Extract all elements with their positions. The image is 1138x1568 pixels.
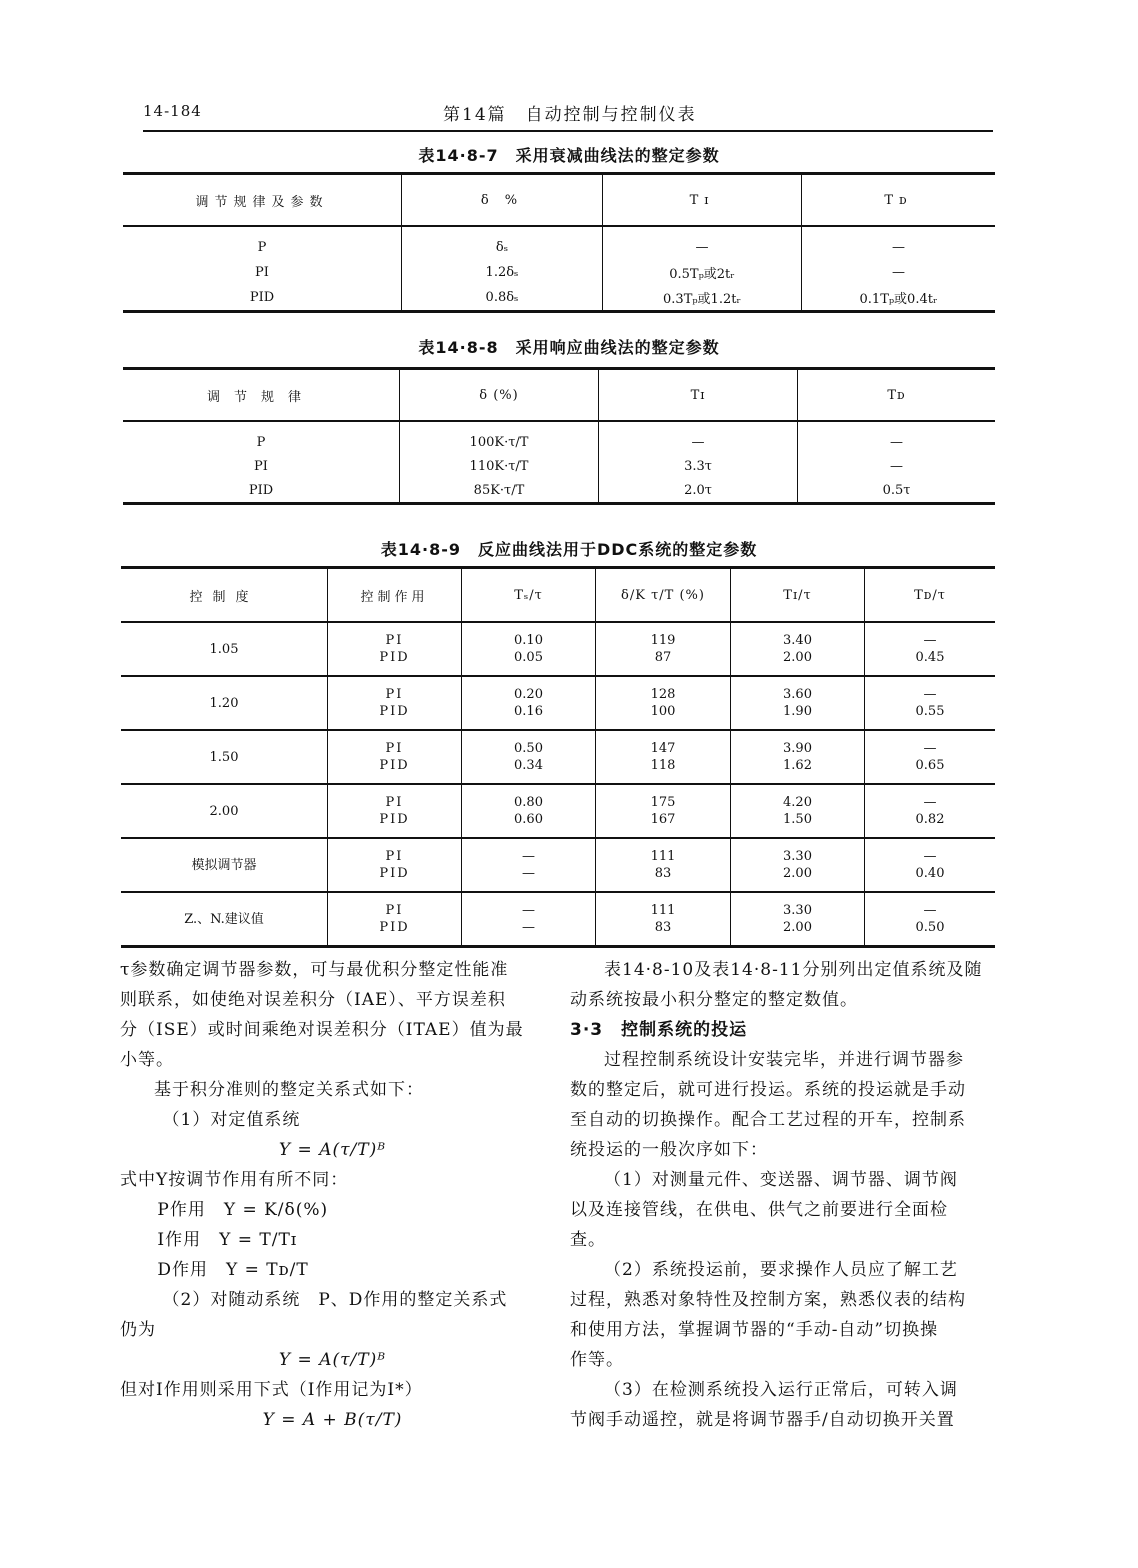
cell-value: 100 xyxy=(650,704,676,719)
table-cell: P xyxy=(257,240,267,255)
cell-value: 3.90 xyxy=(783,741,812,756)
paragraph-line: τ参数确定调节器参数，可与最优积分整定性能准 xyxy=(120,960,509,980)
formula: Y = A + B(τ/T) xyxy=(262,1410,403,1430)
table-cell: 100K·τ/T xyxy=(400,421,599,454)
paragraph-line: （2）系统投运前，要求操作人员应了解工艺 xyxy=(604,1260,958,1280)
cell-value: 0.50 xyxy=(514,741,543,756)
cell-value: PI xyxy=(385,849,404,864)
column-header: 调节规律及参数 xyxy=(123,174,402,227)
cell-value: PI xyxy=(385,903,404,918)
table-cell xyxy=(596,784,731,838)
table-cell xyxy=(865,892,996,947)
cell-value: 83 xyxy=(654,866,672,881)
paragraph-line: 查。 xyxy=(570,1230,606,1250)
table-row xyxy=(123,226,995,260)
paragraph-line: 基于积分准则的整定关系式如下： xyxy=(154,1080,424,1100)
control-degree-label: Z.、N.建议值 xyxy=(184,911,264,927)
table-header-row xyxy=(123,174,995,227)
cell-value: 0.20 xyxy=(514,687,543,702)
table-cell: 0.8δₛ xyxy=(402,285,603,312)
cell-value: PI xyxy=(385,795,404,810)
column-header: Tᴅ xyxy=(798,369,996,422)
table-cell xyxy=(462,730,596,784)
table-cell xyxy=(462,838,596,892)
table-row xyxy=(121,730,995,784)
table-cell: 0.5Tₚ或2tᵣ xyxy=(603,260,802,285)
paragraph-line: 表14·8-10及表14·8-11分别列出定值系统及随 xyxy=(604,960,983,980)
cell-value: 3.40 xyxy=(783,633,812,648)
table-cell xyxy=(121,730,328,784)
table-row xyxy=(123,454,995,478)
cell-value: PID xyxy=(379,920,410,935)
cell-value: PI xyxy=(385,687,404,702)
cell-value: 2.00 xyxy=(783,650,812,665)
table-row xyxy=(121,622,995,676)
paragraph-line: 动系统按最小积分整定的整定数值。 xyxy=(570,990,858,1010)
cell-value: 128 xyxy=(650,687,676,702)
table-cell xyxy=(596,838,731,892)
cell-value: — xyxy=(923,849,937,864)
cell-value: 2.00 xyxy=(783,920,812,935)
table-cell xyxy=(121,784,328,838)
table-8 xyxy=(123,367,995,505)
table-cell: 3.3τ xyxy=(599,454,798,478)
column-header: 控制作用 xyxy=(328,568,462,623)
table-7 xyxy=(123,172,995,313)
cell-value: — xyxy=(522,920,535,935)
cell-value: — xyxy=(522,866,535,881)
cell-value: 0.55 xyxy=(915,704,945,719)
table-cell xyxy=(121,892,328,947)
cell-value: 0.40 xyxy=(915,866,945,881)
table-cell xyxy=(865,730,996,784)
table-header-row xyxy=(121,568,995,623)
table-cell xyxy=(462,784,596,838)
table-cell xyxy=(731,892,865,947)
table-9-caption: 表14·8-9 反应曲线法用于DDC系统的整定参数 xyxy=(380,540,758,559)
cell-value: 118 xyxy=(650,758,676,773)
cell-value: 1.62 xyxy=(783,758,812,773)
table-cell xyxy=(462,676,596,730)
cell-value: 111 xyxy=(650,849,676,864)
paragraph-line: 和使用方法，掌握调节器的“手动-自动”切换操 xyxy=(570,1320,939,1340)
paragraph-line: （1）对定值系统 xyxy=(162,1110,301,1130)
table-cell: 2.0τ xyxy=(599,478,798,504)
table-cell xyxy=(865,622,996,676)
cell-value: PID xyxy=(379,704,410,719)
cell-value: 0.34 xyxy=(514,758,543,773)
table-cell: δₛ xyxy=(402,226,603,260)
column-header: Tɪ xyxy=(603,174,802,227)
cell-value: 0.16 xyxy=(514,704,543,719)
table-cell xyxy=(596,676,731,730)
table-cell: 0.3Tₚ或1.2tᵣ xyxy=(603,285,802,312)
table-cell xyxy=(596,622,731,676)
cell-value: 1.90 xyxy=(783,704,812,719)
paragraph-line: P作用 Y = K/δ(%) xyxy=(157,1200,329,1220)
column-header: Tɪ xyxy=(599,369,798,422)
paragraph-line: （2）对随动系统 P、D作用的整定关系式 xyxy=(162,1290,508,1310)
paragraph-line: 小等。 xyxy=(120,1050,174,1070)
column-header: δ % xyxy=(402,174,603,227)
running-header xyxy=(143,100,993,132)
cell-value: 87 xyxy=(654,650,672,665)
cell-value: 0.05 xyxy=(514,650,543,665)
table-cell: — xyxy=(798,454,996,478)
paragraph-line: （3）在检测系统投入运行正常后，可转入调 xyxy=(604,1380,958,1400)
column-header: δ (%) xyxy=(400,369,599,422)
table-cell xyxy=(462,622,596,676)
table-row xyxy=(121,838,995,892)
table-row xyxy=(123,260,995,285)
cell-value: — xyxy=(923,687,937,702)
cell-value: — xyxy=(923,633,937,648)
left-column-text xyxy=(120,955,545,1435)
cell-value: 0.10 xyxy=(514,633,543,648)
paragraph-line: 分（ISE）或时间乘绝对误差积分（ITAE）值为最 xyxy=(120,1020,524,1040)
paragraph-line: 至自动的切换操作。配合工艺过程的开车，控制系 xyxy=(570,1110,966,1130)
cell-value: 3.30 xyxy=(783,903,812,918)
paragraph-line: 过程，熟悉对象特性及控制方案，熟悉仪表的结构 xyxy=(570,1290,966,1310)
table-cell xyxy=(731,622,865,676)
paragraph-line: 式中Y按调节作用有所不同： xyxy=(120,1170,349,1190)
cell-value: 119 xyxy=(650,633,676,648)
cell-value: 0.65 xyxy=(915,758,945,773)
table-row xyxy=(121,892,995,947)
table-cell xyxy=(731,676,865,730)
table-cell xyxy=(121,838,328,892)
table-cell xyxy=(328,676,462,730)
table-cell xyxy=(328,622,462,676)
paragraph-line: 仍为 xyxy=(120,1320,156,1340)
cell-value: 0.60 xyxy=(514,812,543,827)
cell-value: PID xyxy=(379,866,410,881)
page-number: 14-184 xyxy=(143,102,202,120)
cell-value: 0.50 xyxy=(915,920,945,935)
cell-value: 0.82 xyxy=(915,812,945,827)
table-cell xyxy=(121,676,328,730)
table-cell: — xyxy=(603,226,802,260)
table-cell: PID xyxy=(248,482,274,498)
column-header: Tₛ/τ xyxy=(462,568,596,623)
table-cell: P xyxy=(256,434,266,450)
paragraph-line: 过程控制系统设计安装完毕，并进行调节器参 xyxy=(604,1050,964,1070)
cell-value: 175 xyxy=(650,795,676,810)
table-cell xyxy=(328,892,462,947)
table-cell: 0.1Tₚ或0.4tᵣ xyxy=(802,285,996,312)
table-cell: 1.2δₛ xyxy=(402,260,603,285)
cell-value: PID xyxy=(379,758,410,773)
table-cell xyxy=(865,676,996,730)
table-7-caption: 表14·8-7 采用衰减曲线法的整定参数 xyxy=(418,146,720,165)
control-degree-label: 模拟调节器 xyxy=(191,857,257,873)
column-header: δ/K τ/T (%) xyxy=(596,568,731,623)
formula: Y = A(τ/T)ᴮ xyxy=(278,1140,387,1160)
table-cell xyxy=(328,730,462,784)
cell-value: 2.00 xyxy=(783,866,812,881)
column-header: 控制度 xyxy=(121,568,328,623)
paragraph-line: 统投运的一般次序如下： xyxy=(570,1140,768,1160)
cell-value: PI xyxy=(385,741,404,756)
cell-value: 1.50 xyxy=(783,812,812,827)
table-header-row xyxy=(123,369,995,422)
cell-value: — xyxy=(923,903,937,918)
formula: Y = A(τ/T)ᴮ xyxy=(278,1350,387,1370)
table-cell: 85K·τ/T xyxy=(400,478,599,504)
cell-value: — xyxy=(522,849,535,864)
table-row xyxy=(123,285,995,312)
paragraph-line: （1）对测量元件、变送器、调节器、调节阀 xyxy=(604,1170,958,1190)
cell-value: 167 xyxy=(650,812,676,827)
cell-value: PI xyxy=(385,633,404,648)
paragraph-line: 作等。 xyxy=(570,1350,624,1370)
table-cell: — xyxy=(798,421,996,454)
cell-value: 0.80 xyxy=(514,795,543,810)
table-cell: 0.5τ xyxy=(798,478,996,504)
control-degree-label: 1.50 xyxy=(209,749,239,765)
paragraph-line: 则联系，如使绝对误差积分（IAE）、平方误差积 xyxy=(120,990,506,1010)
cell-value: — xyxy=(923,741,937,756)
right-column-text xyxy=(570,955,995,1435)
table-cell: PID xyxy=(249,290,275,305)
control-degree-label: 1.20 xyxy=(209,695,239,711)
table-cell xyxy=(462,892,596,947)
cell-value: 111 xyxy=(650,903,676,918)
cell-value: — xyxy=(522,903,535,918)
table-cell: — xyxy=(802,260,996,285)
paragraph-line: I作用 Y = T/Tɪ xyxy=(157,1230,298,1250)
cell-value: 3.60 xyxy=(783,687,812,702)
column-header: Tᴅ/τ xyxy=(865,568,996,623)
table-row xyxy=(121,784,995,838)
paragraph-line: 节阀手动遥控，就是将调节器手/自动切换开关置 xyxy=(570,1410,955,1430)
cell-value: PID xyxy=(379,812,410,827)
table-cell xyxy=(731,784,865,838)
table-row xyxy=(123,421,995,454)
table-cell xyxy=(731,730,865,784)
chapter-title: 第14篇 自动控制与控制仪表 xyxy=(443,105,697,125)
cell-value: 147 xyxy=(650,741,676,756)
cell-value: PID xyxy=(379,650,410,665)
cell-value: — xyxy=(923,795,937,810)
table-cell: PI xyxy=(255,265,269,280)
cell-value: 4.20 xyxy=(783,795,812,810)
column-header: 调节规律 xyxy=(123,369,400,422)
table-9 xyxy=(121,566,995,948)
table-cell xyxy=(865,838,996,892)
table-row xyxy=(121,676,995,730)
table-cell xyxy=(865,784,996,838)
table-cell xyxy=(731,838,865,892)
control-degree-label: 1.05 xyxy=(209,641,239,657)
cell-value: 83 xyxy=(654,920,672,935)
paragraph-line: 但对I作用则采用下式（I作用记为I*） xyxy=(120,1380,423,1400)
paragraph-line: 以及连接管线，在供电、供气之前要进行全面检 xyxy=(570,1200,948,1220)
column-header: Tɪ/τ xyxy=(731,568,865,623)
table-cell: — xyxy=(599,421,798,454)
table-cell xyxy=(596,892,731,947)
table-cell: PI xyxy=(254,458,268,474)
section-heading: 3·3 控制系统的投运 xyxy=(570,1020,748,1040)
table-cell xyxy=(121,622,328,676)
table-cell: — xyxy=(802,226,996,260)
table-cell xyxy=(596,730,731,784)
table-row xyxy=(123,478,995,504)
column-header: Tᴅ xyxy=(802,174,996,227)
paragraph-line: 数的整定后，就可进行投运。系统的投运就是手动 xyxy=(570,1080,966,1100)
table-cell: 110K·τ/T xyxy=(400,454,599,478)
table-cell xyxy=(328,784,462,838)
cell-value: 0.45 xyxy=(915,650,945,665)
table-cell xyxy=(328,838,462,892)
cell-value: 3.30 xyxy=(783,849,812,864)
paragraph-line: D作用 Y = Tᴅ/T xyxy=(157,1260,309,1280)
table-8-caption: 表14·8-8 采用响应曲线法的整定参数 xyxy=(418,338,720,357)
control-degree-label: 2.00 xyxy=(209,803,239,819)
